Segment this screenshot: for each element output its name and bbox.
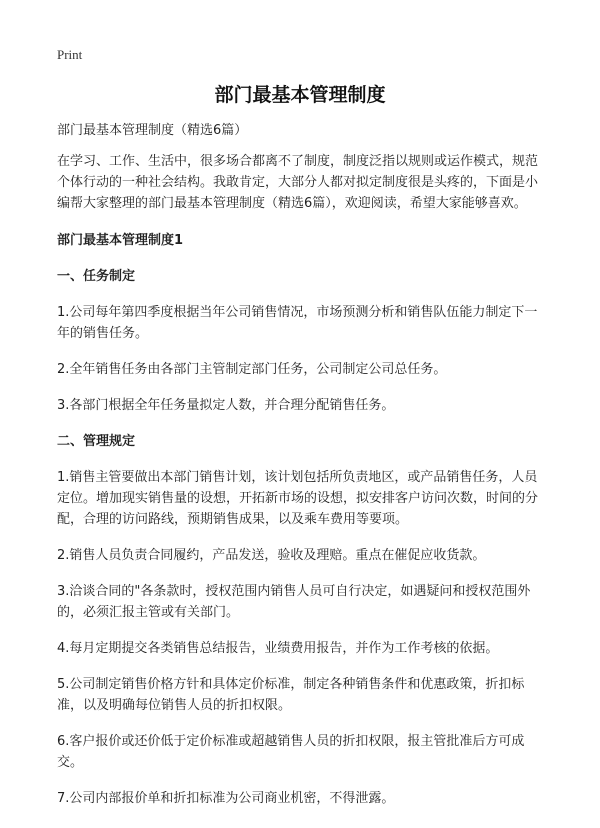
print-link[interactable]: Print: [57, 47, 83, 62]
section-heading-management: 二、管理规定: [57, 434, 136, 449]
list-item: 2.全年销售任务由各部门主管制定部门任务，公司制定公司总任务。: [57, 362, 447, 377]
article-heading: 部门最基本管理制度1: [57, 233, 184, 248]
document-body: [57, 120, 550, 824]
list-item: 5.公司制定销售价格方针和具体定价标准，制定各种销售条件和优惠政策，折扣标准，以及明确每位销售人员的折扣权限。: [57, 677, 525, 713]
list-item: 1.销售主管要做出本部门销售计划，该计划包括所负责地区，或产品销售任务，人员定位。增加现实销售量的设想，开拓新市场的设想，拟安排客户访问次数，时间的分配，合理的访问路线，预期销售成果，以及乘车费用等要项。: [57, 470, 539, 527]
list-item: 3.各部门根据全年任务量拟定人数，并合理分配销售任务。: [57, 398, 395, 413]
list-item: 4.每月定期提交各类销售总结报告，业绩费用报告，并作为工作考核的依据。: [57, 641, 499, 656]
document-subtitle: 部门最基本管理制度（精选6篇）: [57, 123, 248, 138]
intro-paragraph: 在学习、工作、生活中，很多场合都离不了制度，制度泛指以规则或运作模式，规范个体行动的一种社会结构。我敢肯定，大部分人都对拟定制度很是头疼的，下面是小编帮大家整理的部门最基本管理制度（精选6篇），欢迎阅读，希望大家能够喜欢。: [57, 154, 539, 211]
list-item: 7.公司内部报价单和折扣标准为公司商业机密，不得泄露。: [57, 791, 395, 806]
list-item: 1.公司每年第四季度根据当年公司销售情况，市场预测分析和销售队伍能力制定下一年的销售任务。: [57, 305, 538, 341]
list-item: 2.销售人员负责合同履约，产品发送，验收及理赔。重点在催促应收货款。: [57, 548, 486, 563]
page-title: 部门最基本管理制度: [214, 84, 386, 106]
list-item: 6.客户报价或还价低于定价标准或超越销售人员的折扣权限，报主管批准后方可成交。: [57, 734, 525, 770]
list-item: 3.洽谈合同的"各条款时，授权范围内销售人员可自行决定，如遇疑问和授权范围外的，必须汇报主管或有关部门。: [57, 584, 531, 620]
section-heading-task: 一、任务制定: [57, 269, 136, 284]
